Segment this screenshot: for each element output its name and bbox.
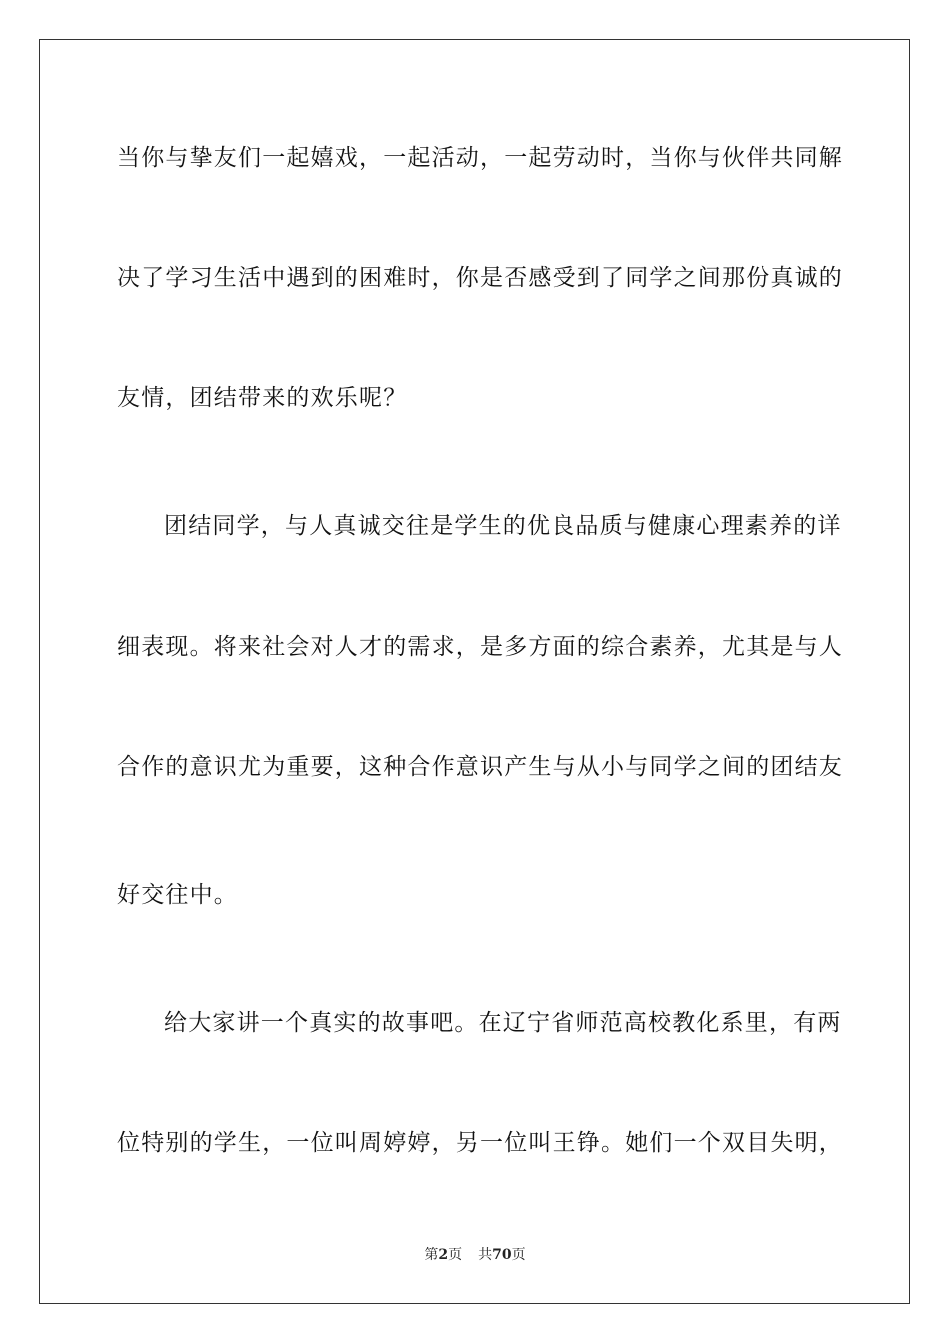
total-pages: 70	[492, 1247, 512, 1263]
text-line: 合作的意识尤为重要，这种合作意识产生与从小与同学之间的团结友	[117, 754, 843, 780]
page-prefix: 第	[424, 1247, 439, 1263]
text-line: 细表现。将来社会对人才的需求，是多方面的综合素养，尤其是与人	[117, 634, 843, 660]
text-line: 位特别的学生，一位叫周婷婷，另一位叫王铮。她们一个双目失明，	[117, 1130, 843, 1156]
text-line: 当你与挚友们一起嬉戏，一起活动，一起劳动时，当你与伙伴共同解	[117, 145, 843, 171]
total-suffix: 页	[511, 1247, 526, 1263]
page-footer	[0, 1246, 950, 1264]
page-suffix: 页	[448, 1247, 463, 1263]
page-border	[39, 39, 910, 1304]
page-number: 2	[438, 1247, 449, 1263]
text-line: 友情，团结带来的欢乐呢？	[117, 385, 408, 411]
text-line: 团结同学，与人真诚交往是学生的优良品质与健康心理素养的详	[164, 513, 842, 539]
total-prefix: 共	[478, 1247, 493, 1263]
text-line: 好交往中。	[117, 882, 238, 908]
text-line: 给大家讲一个真实的故事吧。在辽宁省师范高校教化系里，有两	[164, 1010, 842, 1036]
text-line: 决了学习生活中遇到的困难时，你是否感受到了同学之间那份真诚的	[117, 265, 843, 291]
